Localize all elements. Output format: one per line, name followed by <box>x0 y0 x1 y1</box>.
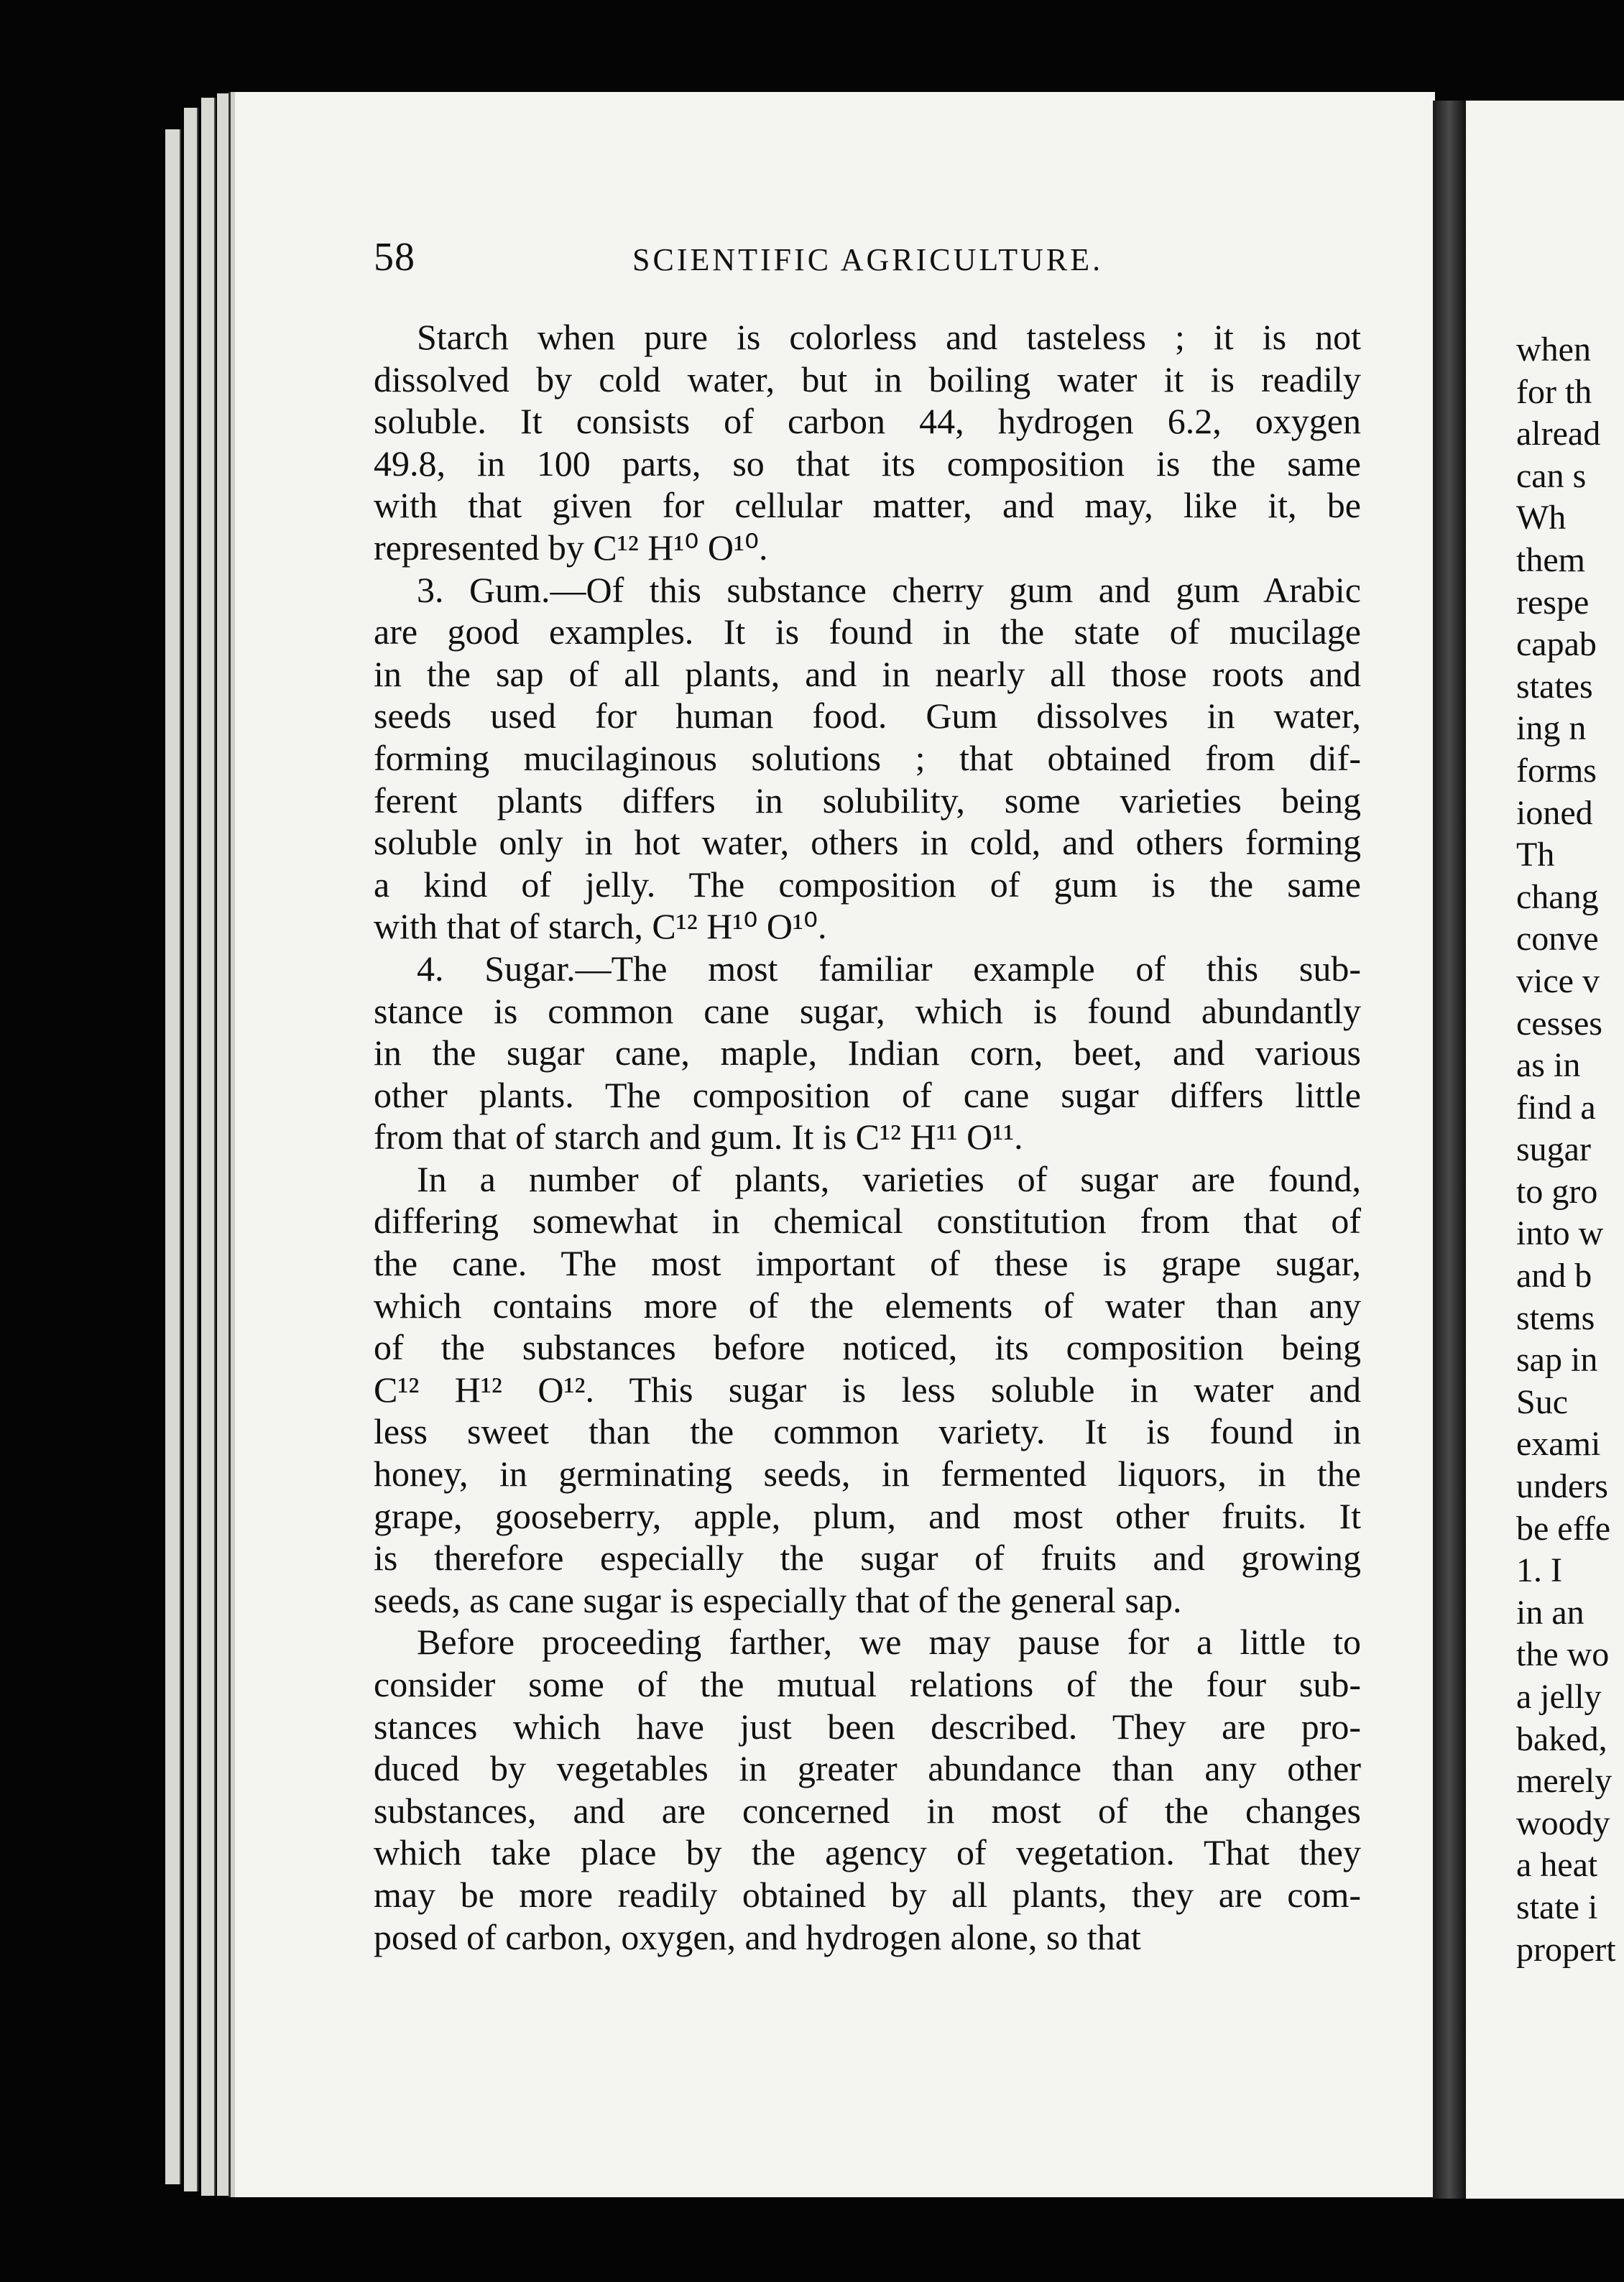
right-page-line: a jelly <box>1516 1678 1602 1716</box>
right-page-line: propert <box>1516 1930 1616 1969</box>
right-page-line: be effe <box>1516 1509 1611 1548</box>
text-line: ferent plants differs in solubility, some varieties being <box>374 780 1361 821</box>
text-line: forming mucilaginous solutions ; that obtained from dif- <box>374 737 1361 778</box>
right-page-line: a heat <box>1516 1846 1598 1885</box>
page-stack-edge <box>165 129 181 2184</box>
page-number: 58 <box>374 235 415 280</box>
right-page-line: them <box>1516 540 1585 579</box>
right-page-line: unders <box>1516 1467 1608 1506</box>
text-line: C¹² H¹² O¹². This sugar is less soluble in water and <box>374 1369 1361 1410</box>
right-page-line: conve <box>1516 920 1599 958</box>
text-line: grape, gooseberry, apple, plum, and most other fruits. It <box>374 1495 1361 1536</box>
right-page-line: can s <box>1516 456 1587 495</box>
text-line: soluble only in hot water, others in cold, and others forming <box>374 822 1361 863</box>
right-page-line: Th <box>1516 836 1555 874</box>
text-line: In a number of plants, varieties of sugar are found, <box>417 1158 1361 1199</box>
right-page-line: 1. I <box>1516 1551 1562 1590</box>
right-page-line: forms <box>1516 751 1597 790</box>
right-page-line: Wh <box>1516 499 1567 537</box>
text-line: substances, and are concerned in most of the changes <box>374 1790 1361 1831</box>
right-page-line: state i <box>1516 1888 1598 1926</box>
text-line: a kind of jelly. The composition of gum is the same <box>374 864 1361 905</box>
right-page-line: woody <box>1516 1803 1610 1842</box>
text-line: which contains more of the elements of water than any <box>374 1285 1361 1326</box>
right-page-line: exami <box>1516 1425 1601 1464</box>
right-page-line: states <box>1516 667 1593 706</box>
right-page-line: chang <box>1516 877 1599 916</box>
text-line: Before proceeding farther, we may pause for a little to <box>417 1622 1361 1663</box>
page-header <box>374 234 1365 299</box>
right-page-line: ioned <box>1516 793 1593 832</box>
right-page-line: to gro <box>1516 1172 1598 1211</box>
text-line: posed of carbon, oxygen, and hydrogen alone, so that <box>374 1916 1141 1957</box>
text-line: of the substances before noticed, its composition being <box>374 1327 1361 1368</box>
text-line: stance is common cane sugar, which is found abundantly <box>374 990 1361 1031</box>
right-page-line: when <box>1516 331 1591 369</box>
text-line: 3. Gum.—Of this substance cherry gum and gum Arabic <box>417 569 1361 610</box>
text-line: consider some of the mutual relations of the four sub- <box>374 1664 1361 1704</box>
text-line: other plants. The composition of cane sugar differs little <box>374 1074 1361 1115</box>
text-line: in the sugar cane, maple, Indian corn, beet, and various <box>374 1033 1361 1073</box>
main-text-body <box>374 316 1361 1958</box>
right-page <box>1466 101 1624 2199</box>
text-line: duced by vegetables in greater abundance than any other <box>374 1748 1361 1789</box>
text-line: dissolved by cold water, but in boiling water it is readily <box>374 359 1361 399</box>
text-line: is therefore especially the sugar of fruits and growing <box>374 1538 1361 1579</box>
right-page-line: vice v <box>1516 961 1600 1000</box>
right-page-line: baked, <box>1516 1719 1607 1758</box>
text-line: less sweet than the common variety. It is found in <box>374 1411 1361 1452</box>
text-line: which take place by the agency of vegetation. That they <box>374 1832 1361 1873</box>
page-stack-edge <box>184 108 198 2191</box>
text-line: soluble. It consists of carbon 44, hydrogen 6.2, oxygen <box>374 401 1361 442</box>
page-stack-edge <box>201 98 216 2196</box>
right-page-line: cesses <box>1516 1004 1602 1043</box>
right-page-line: find a <box>1516 1088 1596 1127</box>
text-line: 4. Sugar.—The most familiar example of this sub- <box>417 948 1361 989</box>
right-page-line: alread <box>1516 415 1601 453</box>
text-line: with that of starch, C¹² H¹⁰ O¹⁰. <box>374 906 827 947</box>
right-page-line: Suc <box>1516 1382 1568 1421</box>
text-line: represented by C¹² H¹⁰ O¹⁰. <box>374 527 768 568</box>
right-page-text <box>1516 329 1624 1971</box>
right-page-line: ing n <box>1516 709 1587 748</box>
text-line: honey, in germinating seeds, in fermented liquors, in the <box>374 1454 1361 1495</box>
right-page-line: sap in <box>1516 1341 1598 1380</box>
text-line: are good examples. It is found in the state of mucilage <box>374 611 1361 652</box>
text-line: may be more readily obtained by all plants, they are com- <box>374 1874 1361 1915</box>
text-line: 49.8, in 100 parts, so that its composition is the same <box>374 443 1361 484</box>
right-page-line: for th <box>1516 372 1592 411</box>
right-page-line: stems <box>1516 1298 1595 1337</box>
book-gutter <box>1433 101 1466 2199</box>
text-line: the cane. The most important of these is grape sugar, <box>374 1243 1361 1284</box>
text-line: with that given for cellular matter, and may, like it, be <box>374 485 1361 526</box>
text-line: seeds used for human food. Gum dissolves in water, <box>374 696 1361 736</box>
right-page-line: into w <box>1516 1214 1604 1253</box>
text-line: stances which have just been described. They are pro- <box>374 1706 1361 1747</box>
right-page-line: and b <box>1516 1257 1592 1295</box>
right-page-line: the wo <box>1516 1635 1610 1674</box>
right-page-line: as in <box>1516 1046 1581 1085</box>
text-line: seeds, as cane sugar is especially that of the general sap. <box>374 1579 1182 1620</box>
right-page-line: in an <box>1516 1593 1584 1632</box>
text-line: Starch when pure is colorless and tasteless ; it is not <box>417 317 1361 357</box>
running-title: SCIENTIFIC AGRICULTURE. <box>632 242 1104 277</box>
right-page-line: sugar <box>1516 1130 1591 1169</box>
text-line: differing somewhat in chemical constitution from that of <box>374 1201 1361 1242</box>
right-page-line: merely <box>1516 1762 1613 1801</box>
right-page-line: capab <box>1516 625 1597 664</box>
text-line: from that of starch and gum. It is C¹² H¹¹ O¹¹. <box>374 1117 1023 1158</box>
right-page-line: respe <box>1516 583 1590 622</box>
text-line: in the sap of all plants, and in nearly all those roots and <box>374 653 1361 694</box>
